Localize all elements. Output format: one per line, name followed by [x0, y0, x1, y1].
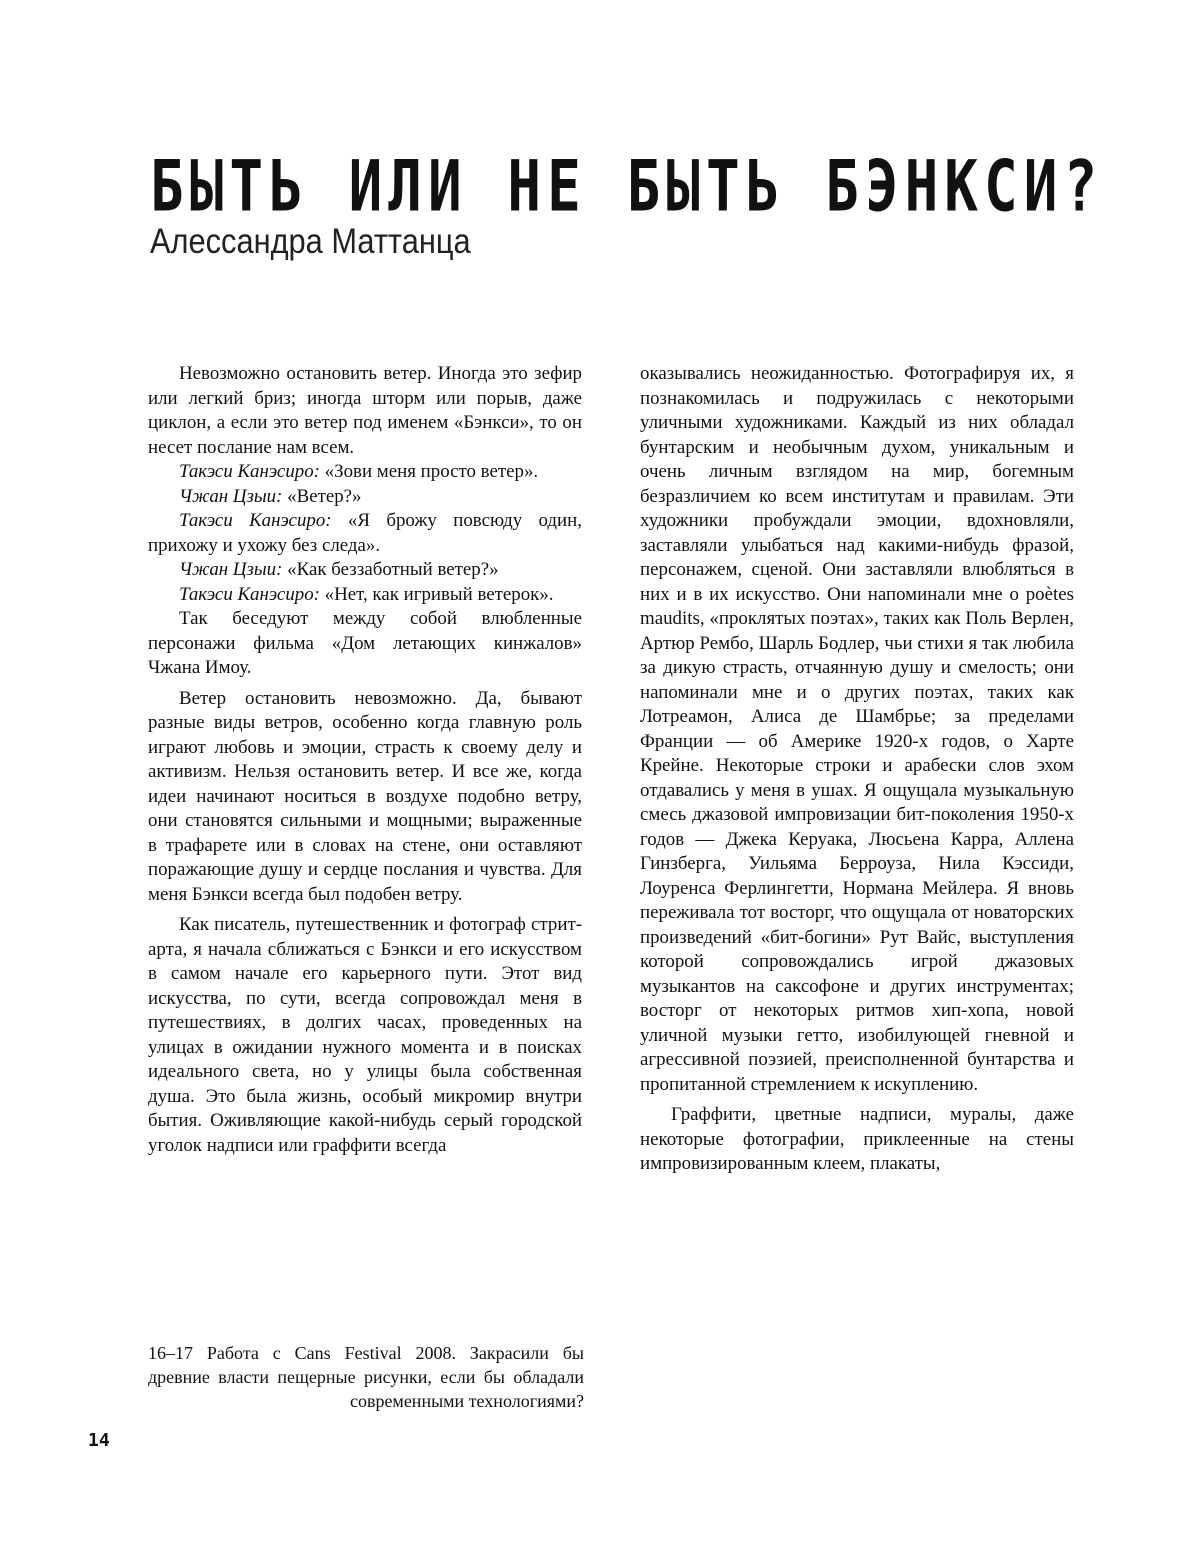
- dialogue-text: «Ветер?»: [282, 485, 362, 507]
- paragraph: оказывались неожиданностью. Фотографируя их, я познакомилась и подружилась с некоторыми уличными художниками. Каждый из них обладал бунтарским и необычным духом, уникальным и очень личным взглядом на мир, богемным безразличием ко всем институтам и правилам. Эти художники пробуждали эмоции, вдохновляли, заставляли улыбаться над какими-нибудь фразой, персонажем, сценой. Они заставляли влюбляться в них и в их искусство. Они напоминали мне о poètes maudits, «проклятых поэтах», таких как Поль Верлен, Артюр Рембо, Шарль Бодлер, чьи стихи я так любила за дикую страсть, отчаянную душу и смелость; они напоминали мне и о других поэтах, таких как Лотреамон, Алиса де Шамбрье; за пределами Франции — об Америке 1920-х годов, о Харте Крейне. Некоторые строки и арабески слов эхом отдавались у меня в ушах. Я ощущала музыкальную смесь джазовой импровизации бит-поколения 1950-х годов — Джека Керуака, Люсьена Карра, Аллена Гинзберга, Уильяма Берроуза, Нила Кэссиди, Лоуренса Ферлингетти, Нормана Мейлера. Я вновь переживала тот восторг, что ощущала от новаторских произведений «бит-богини» Рут Вайс, выступления которой сопровождались игрой джазовых музыкантов на саксофоне и других инструментах; восторг от некоторых ритмов хип-хопа, новой уличной музыки гетто, изобилующей гневной и агрессивной поэзией, преисполненной бунтарства и пропитанной стремлением к искуплению.: [640, 363, 1074, 1095]
- dialogue-line: [148, 558, 582, 583]
- text-column-left: [148, 362, 582, 1158]
- speaker-name: Чжан Цзыи:: [179, 485, 283, 507]
- paragraph: Невозможно остановить ветер. Иногда это зефир или легкий бриз; иногда шторм или порыв, даже циклон, а если это ветер под именем «Бэнкси», то он несет послание нам всем.: [148, 363, 582, 458]
- dialogue-line: [148, 509, 582, 558]
- dialogue-line: [148, 485, 582, 510]
- paragraph: Так беседуют между собой влюбленные персонажи фильма «Дом летающих кинжалов» Чжана Имоу.: [148, 608, 582, 678]
- speaker-name: Такэси Канэсиро:: [179, 510, 332, 531]
- author-name: Алессандра Маттанца: [150, 222, 471, 261]
- paragraph: Как писатель, путешественник и фотограф стрит-арта, я начала сближаться с Бэнкси и его искусством в самом начале его карьерного пути. Этот вид искусства, по сути, всегда сопровождал меня в путешествиях, в долгих часах, проведенных на улицах в ожидании нужного момента и в поисках идеального света, но у улицы была собственная душа. Это была жизнь, особый микромир внутри бытия. Оживляющие какой-нибудь серый городской уголок надписи или граффити всегда: [148, 914, 582, 1156]
- dialogue-text: «Я брожу повсюду один, прихожу и ухожу без следа».: [148, 510, 582, 556]
- image-caption: 16–17 Работа с Cans Festival 2008. Закрасили бы древние власти пещерные рисунки, если бы обладали современными технологиями?: [148, 1343, 584, 1411]
- dialogue-text: «Как беззаботный ветер?»: [282, 559, 499, 580]
- page-number: 14: [88, 1430, 110, 1451]
- speaker-name: Такэси Канэсиро:: [179, 583, 320, 605]
- paragraph: Граффити, цветные надписи, муралы, даже некоторые фотографии, приклеенные на стены импровизированным клеем, плакаты,: [640, 1104, 1074, 1174]
- text-column-right: [640, 362, 1074, 1177]
- paragraph: Ветер остановить невозможно. Да, бывают разные виды ветров, особенно когда главную роль играют любовь и эмоции, страсть к своему делу и активизм. Нельзя остановить ветер. И все же, когда идеи начинают носиться в воздухе подобно ветру, они становятся сильными и мощными; выраженные в трафарете или в словах на стене, они оставляют поражающие душу и сердце послания и чувства. Для меня Бэнкси всегда был подобен ветру.: [148, 687, 582, 905]
- dialogue-line: [148, 460, 582, 485]
- dialogue-text: «Нет, как игривый ветерок».: [319, 583, 554, 605]
- dialogue-line: [148, 583, 582, 608]
- speaker-name: Чжан Цзыи:: [179, 559, 283, 580]
- speaker-name: Такэси Канэсиро:: [179, 461, 320, 482]
- dialogue-text: «Зови меня просто ветер».: [319, 461, 539, 482]
- chapter-title: БЫТЬ ИЛИ НЕ БЫТЬ БЭНКСИ?: [150, 146, 1104, 228]
